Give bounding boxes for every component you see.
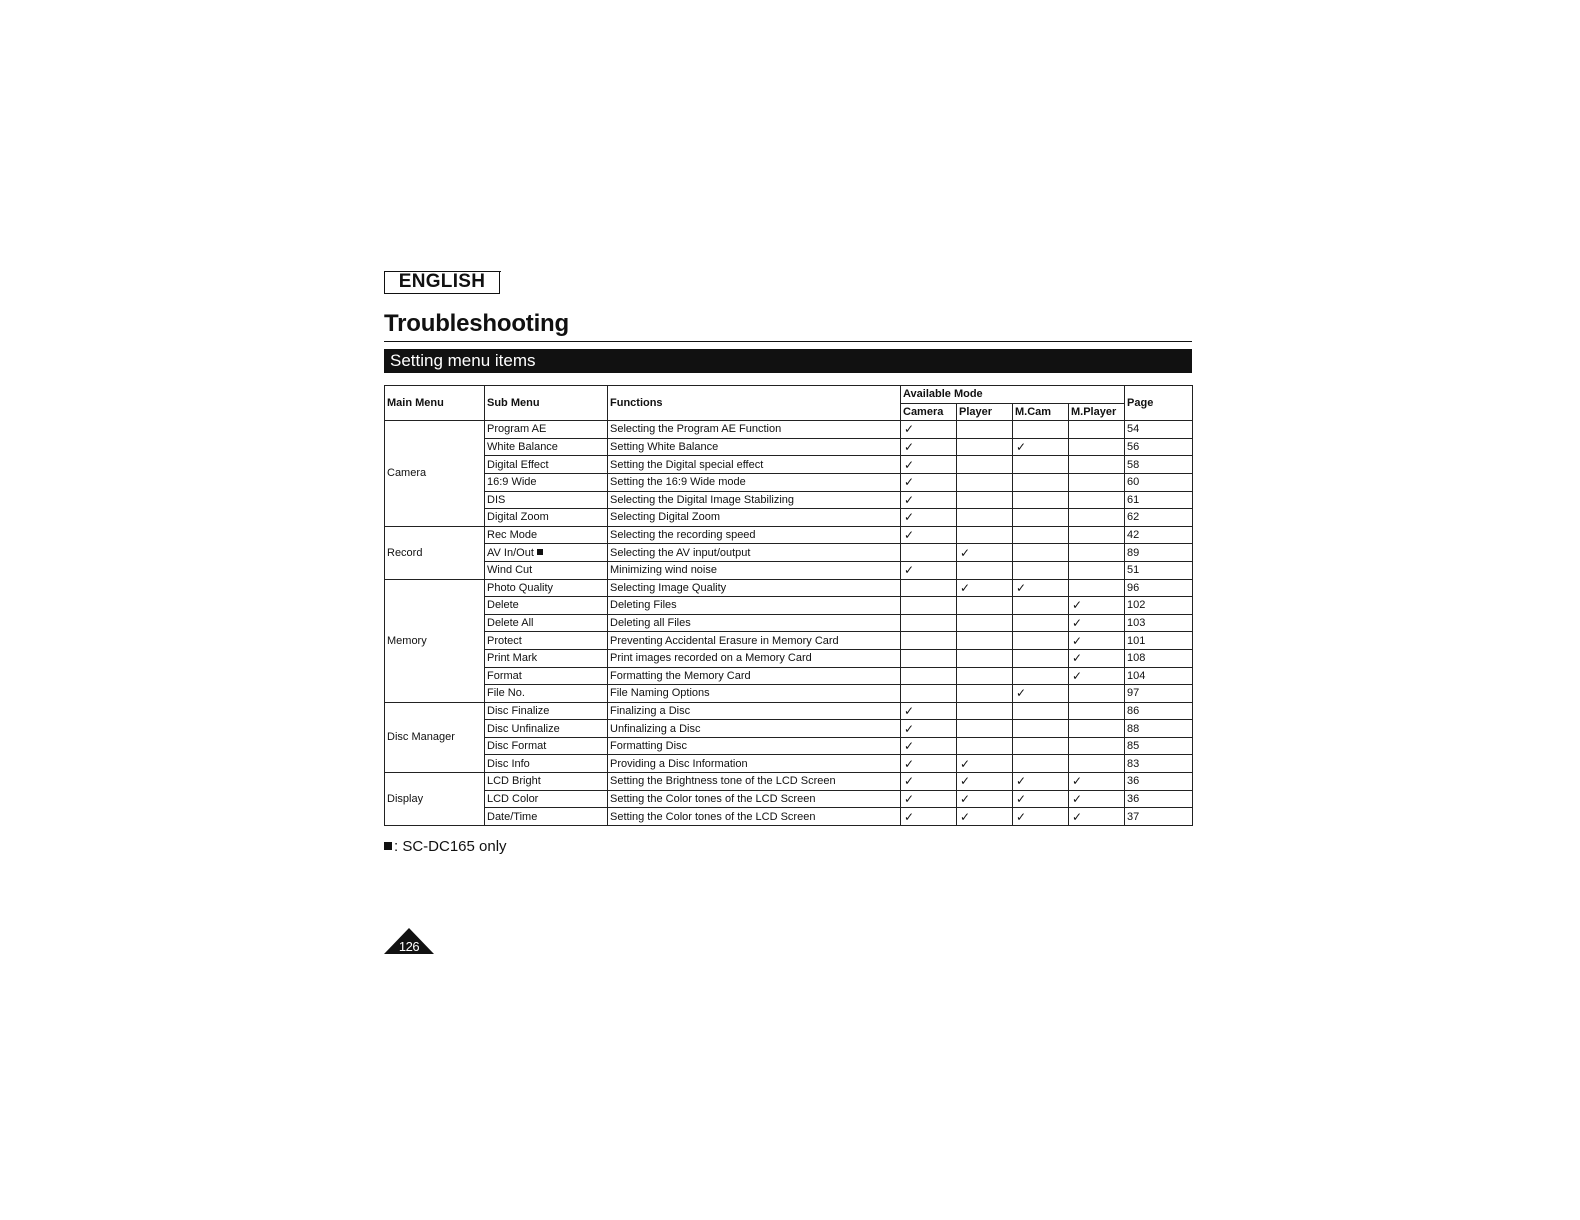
page-cell: 51 [1125,561,1193,579]
mode-empty-player [957,614,1013,632]
mode-check-camera: ✓ [901,561,957,579]
sub-menu-label: Disc Info [487,757,530,770]
table-row [385,790,1193,808]
mode-header-mcam: M.Cam [1013,403,1069,421]
mode-check-player: ✓ [957,790,1013,808]
sub-menu-cell [485,702,608,720]
page-cell: 60 [1125,473,1193,491]
sub-menu-label: Format [487,669,522,682]
mode-check-mcam: ✓ [1013,438,1069,456]
mode-check-mcam: ✓ [1013,685,1069,703]
function-cell: Setting White Balance [608,438,901,456]
sub-menu-label: LCD Bright [487,775,541,788]
mode-empty-mcam [1013,667,1069,685]
function-cell: Providing a Disc Information [608,755,901,773]
mode-empty-camera [901,614,957,632]
mode-empty-player [957,473,1013,491]
mode-empty-player [957,632,1013,650]
mode-empty-player [957,438,1013,456]
function-cell: Selecting Image Quality [608,579,901,597]
mode-empty-mplayer [1069,720,1125,738]
mode-empty-mcam [1013,561,1069,579]
page-cell: 85 [1125,737,1193,755]
sub-menu-label: Rec Mode [487,529,538,542]
sub-menu-label: Print Mark [487,652,538,665]
page-cell: 61 [1125,491,1193,509]
function-cell: Selecting the recording speed [608,526,901,544]
mode-empty-player [957,720,1013,738]
footnote [384,838,507,855]
function-cell: Setting the Color tones of the LCD Screen [608,808,901,826]
mode-empty-mcam [1013,526,1069,544]
mode-empty-mcam [1013,737,1069,755]
mode-empty-mcam [1013,597,1069,615]
page-cell: 104 [1125,667,1193,685]
main-menu-cell: Record [385,526,485,579]
sub-menu-label: Delete All [487,617,534,630]
mode-empty-mcam [1013,720,1069,738]
page-cell: 101 [1125,632,1193,650]
mode-check-camera: ✓ [901,737,957,755]
mode-check-camera: ✓ [901,720,957,738]
page-cell: 36 [1125,773,1193,791]
page-cell: 54 [1125,421,1193,439]
function-cell: Finalizing a Disc [608,702,901,720]
mode-check-camera: ✓ [901,773,957,791]
sub-menu-cell [485,421,608,439]
mode-empty-mcam [1013,491,1069,509]
mode-check-mcam: ✓ [1013,773,1069,791]
function-cell: Selecting the Program AE Function [608,421,901,439]
available-mode-header: Available Mode [901,386,1125,404]
mode-empty-camera [901,579,957,597]
sub-menu-label: Digital Zoom [487,511,549,524]
language-badge: ENGLISH [384,271,500,294]
table-row [385,456,1193,474]
sub-menu-cell [485,579,608,597]
mode-empty-player [957,597,1013,615]
table-row [385,597,1193,615]
functions-header: Functions [608,386,901,421]
page-number: 126 [398,939,420,954]
mode-empty-mcam [1013,456,1069,474]
mode-empty-mplayer [1069,544,1125,562]
mode-check-player: ✓ [957,808,1013,826]
function-cell: Setting the 16:9 Wide mode [608,473,901,491]
mode-check-camera: ✓ [901,509,957,527]
sub-menu-cell [485,667,608,685]
mode-check-camera: ✓ [901,526,957,544]
mode-empty-camera [901,597,957,615]
sub-menu-label: Wind Cut [487,564,533,577]
sub-menu-cell [485,773,608,791]
mode-empty-mplayer [1069,755,1125,773]
function-cell: Print images recorded on a Memory Card [608,649,901,667]
table-row [385,509,1193,527]
function-cell: Formatting the Memory Card [608,667,901,685]
mode-empty-mplayer [1069,438,1125,456]
sub-menu-cell [485,808,608,826]
mode-empty-mplayer [1069,526,1125,544]
mode-empty-camera [901,649,957,667]
table-row [385,808,1193,826]
table-row [385,737,1193,755]
sub-menu-label: Program AE [487,423,547,436]
mode-empty-player [957,526,1013,544]
page-cell: 37 [1125,808,1193,826]
function-cell: Formatting Disc [608,737,901,755]
mode-check-camera: ✓ [901,491,957,509]
mode-empty-mcam [1013,755,1069,773]
page-header: Page [1125,386,1193,421]
mode-check-mplayer: ✓ [1069,773,1125,791]
sub-menu-label: File No. [487,687,525,700]
mode-check-mcam: ✓ [1013,579,1069,597]
page-cell: 102 [1125,597,1193,615]
page-cell: 96 [1125,579,1193,597]
mode-check-mplayer: ✓ [1069,632,1125,650]
table-row [385,632,1193,650]
table-header [385,386,1193,421]
sub-menu-cell [485,614,608,632]
mode-empty-mplayer [1069,456,1125,474]
mode-empty-mcam [1013,544,1069,562]
mode-empty-mplayer [1069,561,1125,579]
sub-menu-label: Digital Effect [487,458,549,471]
mode-empty-mcam [1013,614,1069,632]
sub-menu-cell [485,720,608,738]
function-cell: File Naming Options [608,685,901,703]
mode-check-mplayer: ✓ [1069,667,1125,685]
sub-menu-label: DIS [487,493,506,506]
table-row [385,544,1193,562]
square-marker-icon [384,842,392,850]
mode-empty-player [957,561,1013,579]
sub-menu-header: Sub Menu [485,386,608,421]
sub-menu-cell [485,755,608,773]
sub-menu-label: Disc Unfinalize [487,722,560,735]
sub-menu-label: White Balance [487,441,558,454]
function-cell: Setting the Color tones of the LCD Screen [608,790,901,808]
mode-empty-mplayer [1069,702,1125,720]
sub-menu-cell [485,649,608,667]
sub-menu-label: Disc Format [487,740,547,753]
mode-empty-camera [901,685,957,703]
mode-check-player: ✓ [957,773,1013,791]
mode-header-camera: Camera [901,403,957,421]
mode-check-player: ✓ [957,544,1013,562]
sub-menu-label: AV In/Out [487,546,534,559]
main-menu-cell: Display [385,773,485,826]
function-cell: Setting the Digital special effect [608,456,901,474]
table-row [385,773,1193,791]
function-cell: Unfinalizing a Disc [608,720,901,738]
mode-empty-mplayer [1069,473,1125,491]
mode-check-camera: ✓ [901,702,957,720]
function-cell: Selecting the AV input/output [608,544,901,562]
mode-empty-player [957,685,1013,703]
mode-check-camera: ✓ [901,421,957,439]
mode-check-camera: ✓ [901,808,957,826]
mode-check-player: ✓ [957,579,1013,597]
sub-menu-cell [485,544,608,562]
mode-empty-mcam [1013,632,1069,650]
function-cell: Minimizing wind noise [608,561,901,579]
mode-empty-player [957,649,1013,667]
sub-menu-label: Delete [487,599,519,612]
sub-menu-cell [485,685,608,703]
mode-empty-mplayer [1069,685,1125,703]
sub-menu-cell [485,597,608,615]
mode-empty-mcam [1013,421,1069,439]
page-cell: 56 [1125,438,1193,456]
table-row [385,526,1193,544]
mode-check-camera: ✓ [901,438,957,456]
mode-empty-mplayer [1069,509,1125,527]
page-cell: 86 [1125,702,1193,720]
sub-menu-label: Date/Time [487,810,538,823]
page-cell: 103 [1125,614,1193,632]
footnote-text: : SC-DC165 only [394,838,507,855]
mode-empty-mcam [1013,649,1069,667]
section-header-bar [384,349,1192,373]
main-menu-cell: Disc Manager [385,702,485,772]
mode-empty-mplayer [1069,421,1125,439]
mode-empty-mplayer [1069,491,1125,509]
mode-check-mplayer: ✓ [1069,790,1125,808]
page-cell: 88 [1125,720,1193,738]
sub-menu-cell [485,526,608,544]
sub-menu-cell [485,438,608,456]
function-cell: Preventing Accidental Erasure in Memory Card [608,632,901,650]
main-menu-cell: Camera [385,421,485,527]
table-row [385,720,1193,738]
function-cell: Setting the Brightness tone of the LCD Screen [608,773,901,791]
square-marker-icon [537,549,543,555]
page-cell: 89 [1125,544,1193,562]
main-menu-header: Main Menu [385,386,485,421]
mode-check-camera: ✓ [901,755,957,773]
table-row [385,667,1193,685]
sub-menu-cell [485,737,608,755]
sub-menu-label: LCD Color [487,792,539,805]
table-row [385,614,1193,632]
table-row [385,473,1193,491]
mode-empty-camera [901,632,957,650]
sub-menu-cell [485,790,608,808]
function-cell: Selecting the Digital Image Stabilizing [608,491,901,509]
mode-empty-mcam [1013,509,1069,527]
title-rule [384,341,1192,342]
mode-empty-mcam [1013,702,1069,720]
page-cell: 97 [1125,685,1193,703]
mode-check-mplayer: ✓ [1069,808,1125,826]
mode-check-camera: ✓ [901,790,957,808]
page-title: Troubleshooting [384,310,569,337]
mode-empty-camera [901,544,957,562]
mode-check-camera: ✓ [901,456,957,474]
mode-empty-player [957,491,1013,509]
mode-check-camera: ✓ [901,473,957,491]
table-row [385,438,1193,456]
table-body [385,421,1193,826]
settings-menu-table [384,385,1193,826]
function-cell: Deleting all Files [608,614,901,632]
table-row [385,702,1193,720]
mode-empty-player [957,456,1013,474]
main-menu-cell: Memory [385,579,485,702]
section-title: Setting menu items [390,351,536,370]
sub-menu-cell [485,632,608,650]
sub-menu-cell [485,491,608,509]
page-cell: 83 [1125,755,1193,773]
table-row [385,561,1193,579]
sub-menu-cell [485,473,608,491]
mode-empty-camera [901,667,957,685]
mode-empty-mcam [1013,473,1069,491]
mode-empty-mplayer [1069,579,1125,597]
page-cell: 108 [1125,649,1193,667]
sub-menu-label: Photo Quality [487,581,554,594]
table-row [385,755,1193,773]
mode-check-player: ✓ [957,755,1013,773]
sub-menu-cell [485,561,608,579]
sub-menu-label: Protect [487,634,522,647]
mode-check-mcam: ✓ [1013,808,1069,826]
sub-menu-cell [485,509,608,527]
page-number-badge [384,928,434,954]
sub-menu-label: 16:9 Wide [487,476,537,489]
mode-empty-mplayer [1069,737,1125,755]
sub-menu-label: Disc Finalize [487,704,550,717]
table-row [385,685,1193,703]
mode-empty-player [957,667,1013,685]
page-cell: 62 [1125,509,1193,527]
mode-check-mplayer: ✓ [1069,649,1125,667]
mode-check-mplayer: ✓ [1069,614,1125,632]
page-cell: 58 [1125,456,1193,474]
mode-header-player: Player [957,403,1013,421]
mode-empty-player [957,421,1013,439]
page-cell: 42 [1125,526,1193,544]
sub-menu-cell [485,456,608,474]
mode-check-mcam: ✓ [1013,790,1069,808]
function-cell: Selecting Digital Zoom [608,509,901,527]
mode-empty-player [957,509,1013,527]
function-cell: Deleting Files [608,597,901,615]
mode-check-mplayer: ✓ [1069,597,1125,615]
page-cell: 36 [1125,790,1193,808]
table-row [385,649,1193,667]
mode-empty-player [957,737,1013,755]
mode-empty-player [957,702,1013,720]
mode-header-mplayer: M.Player [1069,403,1125,421]
table-row [385,579,1193,597]
table-row [385,491,1193,509]
table-row [385,421,1193,439]
